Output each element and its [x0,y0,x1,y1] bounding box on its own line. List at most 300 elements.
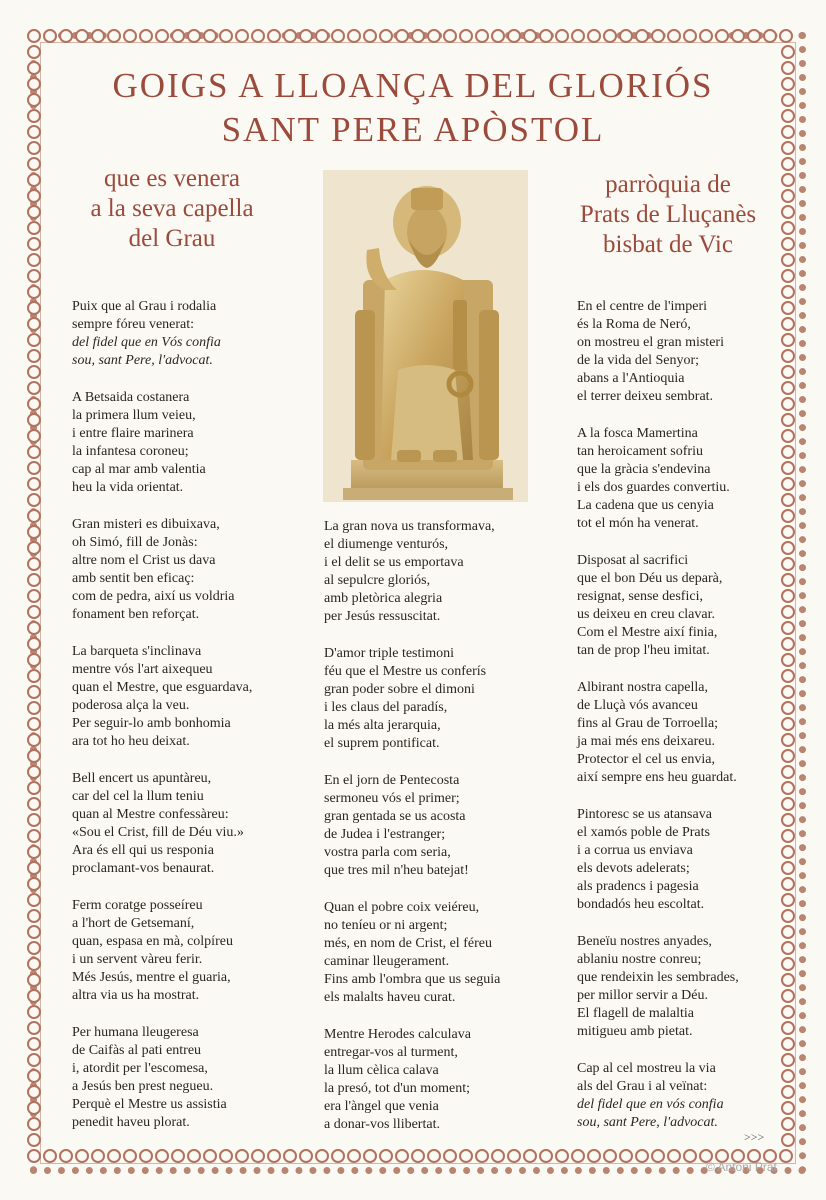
border-rosette-icon [299,29,313,43]
border-rosette-icon [781,397,795,411]
border-rosette-icon [781,1021,795,1035]
verse-line: fonament ben reforçat. [72,607,200,622]
border-rosette-icon [781,349,795,363]
verse-line: Ara és ell qui us responia [72,843,214,858]
verse-line: vostra parla com seria, [324,845,451,860]
verse-line: Més Jesús, mentre el guaria, [72,970,231,985]
verse-line: Albirant nostra capella, [577,680,709,695]
verse-line: En el jorn de Pentecosta [324,773,460,788]
right-stanza [577,425,777,533]
border-rosette-icon [27,717,41,731]
border-rosette-icon [781,381,795,395]
border-rosette-icon [781,189,795,203]
verse-line: sermoneu vós el primer; [324,791,460,806]
title-line-2: SANT PERE APÒSTOL [221,110,605,149]
border-rosette-icon [123,1149,137,1163]
border-rosette-icon [27,1149,41,1163]
subtitle-right-line: bisbat de Vic [603,231,733,258]
border-rosette-icon [523,29,537,43]
border-rosette-icon [27,957,41,971]
border-rosette-icon [27,557,41,571]
border-rosette-icon [91,29,105,43]
border-rosette-icon [27,829,41,843]
subtitle-left-line: que es venera [103,165,241,192]
border-rosette-icon [107,29,121,43]
left-stanza [72,389,302,497]
verse-line: resignat, sense desfici, [577,589,703,604]
border-rosette-icon [781,205,795,219]
verse-line: Per seguir-lo amb bonhomia [72,716,231,731]
verse-line: era l'àngel que venia [324,1099,439,1114]
verse-line: i el delit se us emportava [324,555,464,570]
border-rosette-icon [27,429,41,443]
border-rosette-icon [27,1069,41,1083]
verse-line: i, atordit per l'escomesa, [72,1061,208,1076]
border-rosette-icon [571,1149,585,1163]
border-rosette-icon [27,989,41,1003]
border-rosette-icon [781,669,795,683]
border-rosette-icon [587,29,601,43]
verse-line: poderosa alça la veu. [72,698,190,713]
border-rosette-icon [27,765,41,779]
verse-line: ablaniu nostre conreu; [577,952,702,967]
verse-line: gran poder sobre el dimoni [324,682,475,697]
verse-line: tan de prop l'heu imitat. [577,643,710,658]
border-rosette-icon [91,1149,105,1163]
border-rosette-icon [781,1101,795,1115]
border-rosette-icon [781,829,795,843]
border-rosette-icon [379,29,393,43]
verse-line: que la gràcia s'endevina [577,462,711,477]
border-rosette-icon [781,861,795,875]
border-rosette-icon [363,29,377,43]
border-rosette-icon [781,1005,795,1019]
column-middle [324,518,554,1153]
verse-line: a donar-vos llibertat. [324,1117,440,1132]
border-rosette-icon [27,173,41,187]
border-rosette-icon [59,29,73,43]
verse-line: la primera llum veieu, [72,408,196,423]
border-rosette-icon [267,1149,281,1163]
border-rosette-icon [781,797,795,811]
border-rosette-icon [781,1053,795,1067]
border-rosette-icon [763,29,777,43]
verse-line: bondadós heu escoltat. [577,897,705,912]
border-rosette-icon [781,525,795,539]
right-stanza [577,806,777,914]
left-stanza [72,897,302,1005]
border-rosette-icon [27,845,41,859]
border-rosette-icon [27,605,41,619]
left-stanza [72,298,302,370]
subtitle-right-line: parròquia de [605,171,731,198]
border-rosette-icon [27,797,41,811]
border-rosette-icon [781,493,795,507]
verse-line: i les claus del paradís, [324,700,448,715]
border-rosette-icon [27,93,41,107]
verse-line: Bell encert us apuntàreu, [72,771,212,786]
border-rosette-icon [781,733,795,747]
border-rosette-icon [187,29,201,43]
border-rosette-icon [781,1085,795,1099]
border-rosette-icon [781,637,795,651]
border-rosette-icon [27,1053,41,1067]
verse-line: La gran nova us transformava, [324,519,495,534]
border-rosette-icon [781,701,795,715]
border-rosette-icon [651,1149,665,1163]
verse-line: i els dos guardes convertiu. [577,480,730,495]
verse-line: caminar lleugerament. [324,954,450,969]
border-rosette-icon [781,781,795,795]
subtitle-left-line: a la seva capella [90,195,254,222]
verse-line: que el bon Déu us deparà, [577,571,723,586]
border-rosette-icon [27,621,41,635]
border-rosette-icon [27,29,41,43]
verse-line: i entre flaire marinera [72,426,194,441]
verse-line: entregar-vos al turment, [324,1045,458,1060]
verse-line: D'amor triple testimoni [324,646,455,661]
verse-line: de Lluçà vós avanceu [577,698,698,713]
photo-credit: © Antoni Prat [706,1160,777,1174]
border-rosette-icon [747,29,761,43]
verse-line: Cap al cel mostreu la via [577,1061,716,1076]
border-rosette-icon [491,29,505,43]
border-rosette-icon [27,525,41,539]
left-stanza [72,1024,302,1132]
border-rosette-icon [75,1149,89,1163]
border-rosette-icon [571,29,585,43]
border-rosette-icon [235,1149,249,1163]
border-rosette-icon [507,29,521,43]
border-rosette-icon [139,1149,153,1163]
border-rosette-icon [155,29,169,43]
verse-line: que rendeixin les sembrades, [577,970,739,985]
border-rosette-icon [781,541,795,555]
border-rosette-icon [603,1149,617,1163]
border-rosette-icon [603,29,617,43]
column-left [72,298,302,1151]
border-rosette-icon [411,29,425,43]
verse-line: Disposat al sacrifici [577,553,689,568]
verse-line: Ferm coratge posseíreu [72,898,203,913]
verse-line: amb sentit ben eficaç: [72,571,195,586]
verse-line: com de pedra, així us voldria [72,589,235,604]
border-rosette-icon [27,349,41,363]
border-rosette-icon [395,29,409,43]
border-rosette-icon [27,125,41,139]
border-rosette-icon [27,205,41,219]
subtitle-left [72,164,272,254]
border-rosette-icon [781,1117,795,1131]
border-rosette-icon [59,1149,73,1163]
middle-stanza [324,772,554,880]
border-rosette-icon [27,877,41,891]
border-rosette-icon [27,653,41,667]
left-stanza [72,643,302,751]
border-rosette-icon [731,29,745,43]
verse-line: gran gentada se us acosta [324,809,466,824]
border-rosette-icon [27,157,41,171]
verse-line: als del Grau i al veïnat: [577,1079,708,1094]
border-rosette-icon [27,1037,41,1051]
verse-line: Beneïu nostres anyades, [577,934,712,949]
verse-line: quan el Mestre, que esguardava, [72,680,253,695]
verse-line: tot el món ha venerat. [577,516,699,531]
verse-line: el terrer deixeu sembrat. [577,389,714,404]
border-rosette-icon [635,29,649,43]
border-rosette-icon [635,1149,649,1163]
verse-line: no teníeu or ni argent; [324,918,448,933]
border-rosette-icon [27,413,41,427]
verse-line: la llum cèlica calava [324,1063,439,1078]
verse-line: que tres mil n'heu batejat! [324,863,469,878]
border-rosette-icon [781,605,795,619]
border-rosette-icon [781,653,795,667]
subtitle-left-line: del Grau [128,225,216,252]
border-rosette-icon [27,189,41,203]
verse-line: Mentre Herodes calculava [324,1027,471,1042]
border-rosette-icon [27,77,41,91]
border-rosette-icon [781,685,795,699]
border-rosette-icon [781,573,795,587]
statue-image [323,170,528,502]
border-rosette-icon [171,1149,185,1163]
border-rosette-icon [27,813,41,827]
border-rosette-icon [781,445,795,459]
border-rosette-icon [27,493,41,507]
border-rosette-icon [267,29,281,43]
verse-line: el diumenge venturós, [324,537,449,552]
verse-line: heu la vida orientat. [72,480,184,495]
border-rosette-icon [171,29,185,43]
border-rosette-icon [203,29,217,43]
border-rosette-icon [619,1149,633,1163]
border-rosette-icon [155,1149,169,1163]
border-rosette-icon [781,301,795,315]
border-rosette-icon [27,685,41,699]
border-rosette-icon [283,1149,297,1163]
border-rosette-icon [75,29,89,43]
border-rosette-icon [347,29,361,43]
verse-line: mitigueu amb pietat. [577,1024,693,1039]
verse-line: és la Roma de Neró, [577,317,691,332]
border-rosette-icon [781,749,795,763]
border-rosette-icon [27,285,41,299]
right-stanza [577,679,777,787]
verse-line: del fidel que en Vós confia [72,335,221,350]
border-rosette-icon [27,461,41,475]
border-rosette-icon [667,1149,681,1163]
border-rosette-icon [27,333,41,347]
verse-line: a Jesús ben prest negueu. [72,1079,214,1094]
border-rosette-icon [779,29,793,43]
verse-line: Pintoresc se us atansava [577,807,712,822]
border-rosette-icon [27,1085,41,1099]
border-rosette-icon [781,477,795,491]
border-rosette-icon [43,1149,57,1163]
verse-line: la presó, tot d'un moment; [324,1081,471,1096]
border-rosette-icon [27,141,41,155]
verse-line: la més alta jerarquia, [324,718,441,733]
border-rosette-icon [27,381,41,395]
border-rosette-icon [43,29,57,43]
verse-line: «Sou el Crist, fill de Déu viu.» [72,825,244,840]
border-rosette-icon [781,365,795,379]
border-rosette-icon [651,29,665,43]
verse-line: La barqueta s'inclinava [72,644,202,659]
border-rosette-icon [781,765,795,779]
verse-line: de Judea i l'estranger; [324,827,446,842]
border-rosette-icon [27,397,41,411]
border-rosette-icon [27,749,41,763]
border-rosette-icon [781,877,795,891]
verse-line: a l'hort de Getsemaní, [72,916,195,931]
border-rosette-icon [27,253,41,267]
verse-line: féu que el Mestre us conferís [324,664,487,679]
border-rosette-icon [27,701,41,715]
border-rosette-icon [781,925,795,939]
verse-line: al sepulcre gloriós, [324,573,431,588]
border-rosette-icon [27,541,41,555]
border-rosette-icon [187,1149,201,1163]
border-rosette-icon [781,717,795,731]
border-rosette-icon [781,621,795,635]
left-stanza [72,516,302,624]
border-rosette-icon [27,909,41,923]
verse-line: Per humana lleugeresa [72,1025,199,1040]
verse-line: on mostreu el gran misteri [577,335,724,350]
verse-line: Protector el cel us envia, [577,752,716,767]
border-rosette-icon [781,1069,795,1083]
border-rosette-icon [781,253,795,267]
verse-line: Quan el pobre coix veiéreu, [324,900,480,915]
verse-line: tan heroicament sofriu [577,444,703,459]
border-rosette-icon [107,1149,121,1163]
border-rosette-icon [781,1133,795,1147]
border-rosette-icon [781,845,795,859]
border-rosette-icon [781,461,795,475]
middle-stanza [324,899,554,1007]
right-stanza [577,552,777,660]
border-rosette-icon [27,445,41,459]
middle-stanza [324,645,554,753]
border-rosette-icon [283,29,297,43]
verse-line: quan al Mestre confessàreu: [72,807,229,822]
border-rosette-icon [781,989,795,1003]
border-rosette-icon [123,29,137,43]
border-rosette-icon [251,1149,265,1163]
border-rosette-icon [27,301,41,315]
border-rosette-icon [27,925,41,939]
border-rosette-icon [139,29,153,43]
verse-line: ara tot ho heu deixat. [72,734,190,749]
border-rosette-icon [781,413,795,427]
border-rosette-icon [683,29,697,43]
middle-stanza [324,1026,554,1134]
right-stanza [577,1060,777,1132]
border-rosette-icon [27,973,41,987]
verse-line: de la vida del Senyor; [577,353,700,368]
verse-line: amb pletòrica alegria [324,591,443,606]
border-rosette-icon [699,29,713,43]
verse-line: de Caifàs al pati entreu [72,1043,202,1058]
border-rosette-icon [667,29,681,43]
verse-line: En el centre de l'imperi [577,299,708,314]
verse-line: penedit haveu plorat. [72,1115,190,1130]
verse-line: la infantesa coroneu; [72,444,189,459]
verse-line: Gran misteri es dibuixava, [72,517,220,532]
border-rosette-icon [781,893,795,907]
verse-line: abans a l'Antioquia [577,371,685,386]
border-rosette-icon [427,29,441,43]
verse-line: el suprem pontificat. [324,736,440,751]
border-rosette-icon [27,941,41,955]
right-stanza [577,298,777,406]
border-rosette-icon [27,573,41,587]
middle-stanza [324,518,554,626]
border-rosette-icon [27,45,41,59]
verse-line: altra via us ha mostrat. [72,988,200,1003]
border-rosette-icon [781,237,795,251]
border-rosette-icon [27,61,41,75]
border-rosette-icon [27,317,41,331]
border-rosette-icon [683,1149,697,1163]
verse-line: sou, sant Pere, l'advocat. [72,353,213,368]
border-rosette-icon [251,29,265,43]
verse-line: ja mai més ens deixareu. [577,734,716,749]
border-rosette-icon [781,589,795,603]
border-rosette-icon [27,509,41,523]
border-rosette-icon [299,1149,313,1163]
title-line-1: GOIGS A LLOANÇA DEL GLORIÓS [112,66,714,105]
verse-line: els malalts haveu curat. [324,990,456,1005]
verse-line: i un servent vàreu ferir. [72,952,203,967]
verse-line: Puix que al Grau i rodalia [72,299,217,314]
verse-line: així sempre ens heu guardat. [577,770,737,785]
subtitle-right-line: Prats de Lluçanès [579,201,757,228]
verse-line: Com el Mestre així finia, [577,625,718,640]
border-rosette-icon [555,1149,569,1163]
verse-line: A la fosca Mamertina [577,426,698,441]
border-rosette-icon [27,269,41,283]
verse-line: quan, espasa en mà, colpíreu [72,934,233,949]
border-rosette-icon [443,29,457,43]
border-rosette-icon [27,1117,41,1131]
verse-line: Fins amb l'ombra que us seguia [324,972,501,987]
border-rosette-icon [219,1149,233,1163]
border-rosette-icon [219,29,233,43]
verse-line: els devots adelerats; [577,861,690,876]
border-rosette-icon [781,221,795,235]
border-rosette-icon [27,893,41,907]
verse-line: Perquè el Mestre us assistia [72,1097,227,1112]
verse-line: per millor servir a Déu. [577,988,709,1003]
border-rosette-icon [781,285,795,299]
border-rosette-icon [781,957,795,971]
border-rosette-icon [27,477,41,491]
verse-line: sempre fóreu venerat: [72,317,195,332]
border-rosette-icon [27,1005,41,1019]
verse-line: oh Simó, fill de Jonàs: [72,535,198,550]
right-stanza [577,933,777,1041]
left-stanza [72,770,302,878]
verse-line: per Jesús ressuscitat. [324,609,441,624]
border-rosette-icon [27,733,41,747]
verse-line: fins al Grau de Torroella; [577,716,719,731]
border-rosette-icon [781,813,795,827]
border-rosette-icon [619,29,633,43]
verse-line: mentre vós l'art aixequeu [72,662,213,677]
